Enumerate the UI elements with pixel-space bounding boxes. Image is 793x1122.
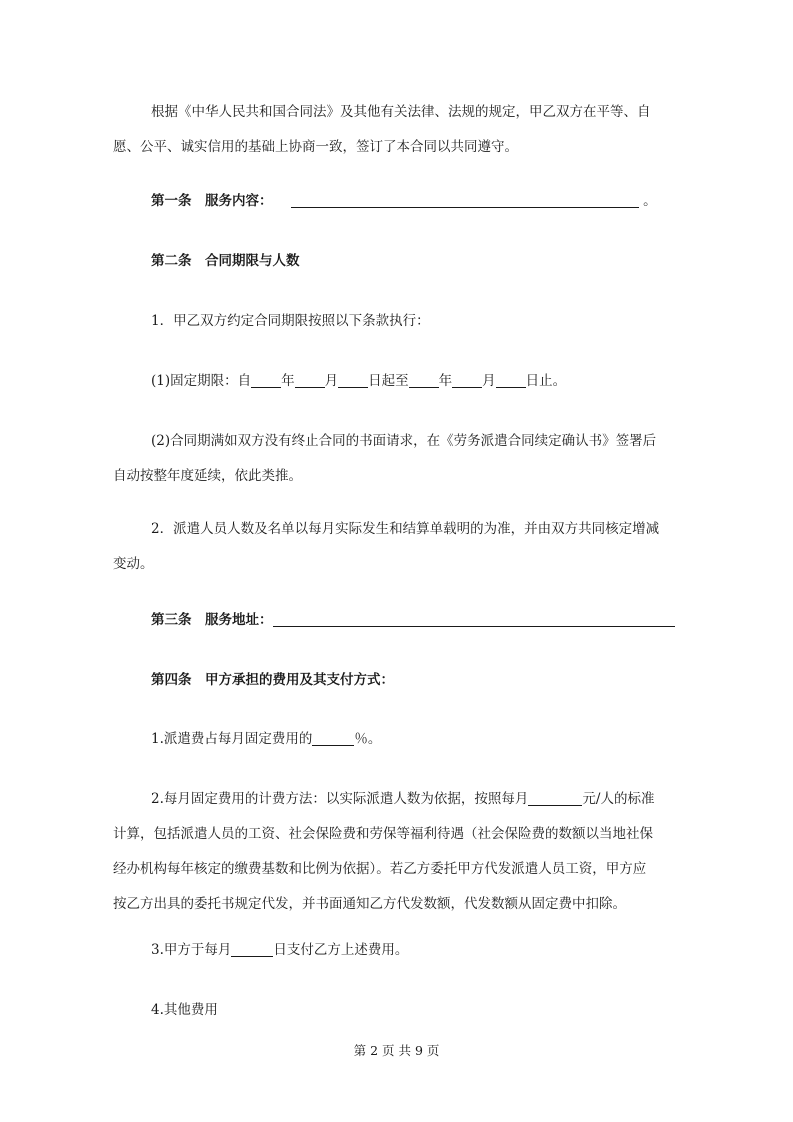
monthly-rate-blank [528,789,582,806]
dispatch-fee-percent-blank [312,729,354,746]
page-footer: 第 2 页 共 9 页 [353,1043,440,1058]
start-year-blank [251,371,281,388]
article-1-end: 。 [643,193,657,209]
article-1 [113,184,719,219]
payment-day-prefix: 3.甲方于每月 [151,942,232,958]
article-2-title: 第二条 合同期限与人数 [151,253,300,269]
article-2-item-2 [113,512,681,582]
article-4-item-4: 4.其他费用 [151,1002,218,1018]
headcount-line-2: 变动。 [113,556,154,572]
dispatch-fee-suffix: ％。 [354,731,382,747]
fixed-term-line [113,364,719,399]
article-1-label: 第一条 服务内容： [151,193,273,209]
end-month-blank [452,371,482,388]
intro-line-1: 根据《中华人民共和国合同法》及其他有关法律、法规的规定，甲乙双方在平等、自 [151,104,651,120]
fee-method-line-1 [113,782,681,817]
start-month-label: 月 [324,373,339,389]
renewal-line-1: (2)合同期满如双方没有终止合同的书面请求，在《劳务派遣合同续定确认书》签署后 [151,433,657,449]
article-4-item-1 [113,722,719,757]
article-4-title: 第四条 甲方承担的费用及其支付方式： [151,672,394,688]
intro-line-2: 愿、公平、诚实信用的基础上协商一致，签订了本合同以共同遵守。 [113,139,518,155]
article-3 [113,603,719,638]
dispatch-fee-prefix: 1.派遣费占每月固定费用的 [151,731,313,747]
start-day-label: 日起至 [368,373,409,389]
article-4-item-2 [113,782,681,922]
headcount-line-1: 2．派遣人员人数及名单以每月实际发生和结算单载明的为准，并由双方共同核定增减 [151,521,660,537]
end-year-label: 年 [438,373,453,389]
service-content-blank [291,191,639,208]
renewal-line-2: 自动按整年度延续，依此类推。 [113,468,302,484]
start-year-label: 年 [281,373,295,389]
fee-method-suffix: 元/人的标准 [582,791,655,807]
end-year-blank [409,371,439,388]
payment-day-suffix: 日支付乙方上述费用。 [273,942,409,958]
end-day-label: 日止。 [525,373,567,389]
fee-method-prefix: 2.每月固定费用的计费方法：以实际派遣人数为依据，按照每月 [151,791,529,807]
start-month-blank [295,371,325,388]
fee-method-line-2: 计算，包括派遣人员的工资、社会保险费和劳保等福利待遇（社会保险费的数额以当地社保 [113,826,653,842]
article-3-label: 第三条 服务地址： [151,612,273,628]
article-4-item-3 [113,933,719,968]
article-2-item-1: 1．甲乙双方约定合同期限按照以下条款执行： [151,313,430,329]
service-address-blank [273,610,675,627]
fee-method-line-4: 按乙方出具的委托书规定代发，并书面通知乙方代发数额，代发数额从固定费中扣除。 [113,896,626,912]
end-day-blank [496,371,526,388]
fixed-term-prefix: (1)固定期限：自 [151,373,252,389]
fee-method-line-3: 经办机构每年核定的缴费基数和比例为依据）。若乙方委托甲方代发派遣人员工资，甲方应 [113,861,647,877]
intro-paragraph [113,95,681,165]
end-month-label: 月 [482,373,496,389]
start-day-blank [338,371,368,388]
article-2-item-1-2 [113,424,681,494]
payment-day-blank [231,940,273,957]
